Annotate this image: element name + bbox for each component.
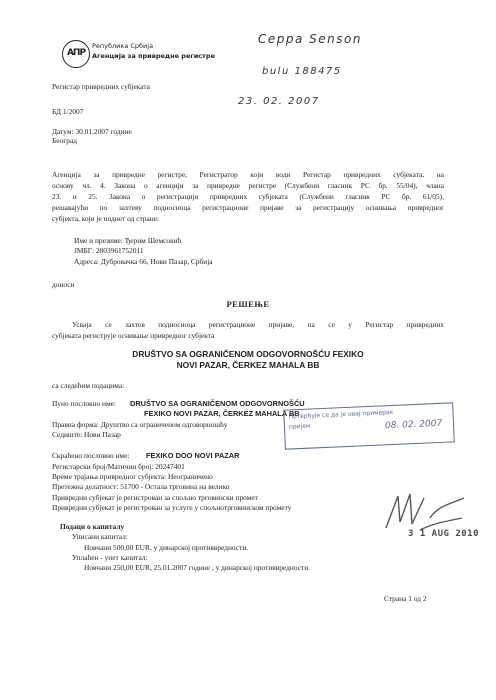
decision-line: субјеката региструје оснивање привредног субјекта (52, 331, 215, 340)
decision-line: Усваја се захтев подносиоца регистрационе пријаве, па се у Регистар привредних (72, 320, 444, 329)
agency-logo: АПР (62, 40, 90, 68)
intro-line: 23. и 25. Закона о регистрацији привредних субјеката (Службени гласник РС бр. 61/05), (52, 192, 444, 201)
seat: Седиште: Нови Пазар (52, 430, 121, 439)
date-stamp: 3 1 AUG 2010 (408, 529, 480, 539)
company-title-line2: NOVI PAZAR, ČERKEZ MAHALA BB (176, 360, 320, 370)
stamp-handwritten-date: 08. 02. 2007 (384, 418, 443, 432)
legal-form: Правна форма: Друштво са ограниченом одговорношћу (52, 420, 228, 429)
paid-value: Новчани 250,00 EUR, 25.01.2007 године , у динарској противвредности. (84, 563, 311, 572)
registration-number: Регистарски број/Матични број: 20247401 (52, 462, 185, 471)
duration: Време трајања привредног субјекта: Неограничено (52, 472, 213, 481)
subscribed-label: Уписани капитал: (72, 532, 128, 541)
subscribed-value: Новчани 500,00 EUR, у динарској противвредности. (84, 543, 249, 552)
stamp-line: пријем (288, 422, 311, 431)
services-note: Привредни субјекат је регистрован за услуге у спољнотрговинском промету (52, 503, 292, 512)
republic-label: Република Србија (92, 42, 154, 50)
handwritten-number: bulu 188475 (262, 66, 342, 77)
company-title-line1: DRUŠTVO SA OGRANIČENOM ODGOVORNOŠĆU FEXIKO (132, 349, 364, 359)
intro-line: Агенција за привредне регистре, Регистратор који води Регистар привредних субјеката, на (52, 170, 444, 179)
certification-stamp (283, 402, 455, 449)
handwritten-name: Серра Senson (258, 32, 362, 46)
full-name-label: Пуно пословно име: (52, 399, 116, 408)
paid-label: Уплаћен - унет капитал: (72, 553, 148, 562)
applicant-address: Адреса: Дубровачка 66, Нови Пазар, Србија (74, 257, 213, 266)
applicant-name: Име и презиме: Ђерим Шемсовић (74, 236, 182, 245)
main-activity: Претежна делатност: 51700 - Остала трговина на велико (52, 482, 230, 491)
full-name-value: DRUŠTVO SA OGRANIČENOM ODGOVORNOŠĆU (130, 399, 305, 408)
document-date: Датум: 30.01.2007 године (52, 127, 132, 136)
with-data-label: са следећим подацима: (52, 381, 125, 390)
intro-line: субјекта, који је поднет од стране: (52, 214, 160, 223)
intro-line: решавајући по захтеву подносиоца регистрационе пријаве за регистрацију оснивања привредног (52, 203, 444, 212)
bd-number: БД 1/2007 (52, 107, 84, 116)
capital-heading: Подаци о капиталу (60, 522, 125, 531)
short-name-label: Скраћено пословно име: (52, 451, 130, 460)
document-city: Београд (52, 136, 77, 145)
intro-line: основу чл. 4. Закона о агенцији за привредне регистре (Службени гласник РС бр. 55/04), члана (52, 181, 444, 190)
handwritten-date: 23. 02. 2007 (238, 96, 320, 107)
foreign-trade-note: Привредни субјекат је регистрован за спољно трговински промет (52, 493, 258, 502)
donosi-text: доноси (52, 280, 75, 289)
page-number: Страна 1 од 2 (384, 594, 427, 603)
agency-name: Агенција за привредне регистре (92, 52, 215, 60)
applicant-jmbg: ЈМБГ: 2803961752011 (74, 246, 144, 255)
stamp-line: Потврђује се да је овај примерак (288, 408, 394, 421)
short-name-value: FEXIKO DOO NOVI PAZAR (146, 451, 240, 460)
registry-name: Регистар привредних субјеката (52, 82, 150, 91)
full-name-value: FEXIKO NOVI PAZAR, ČERKEZ MAHALA BB (144, 409, 300, 418)
decision-heading: РЕШЕЊЕ (226, 299, 270, 309)
